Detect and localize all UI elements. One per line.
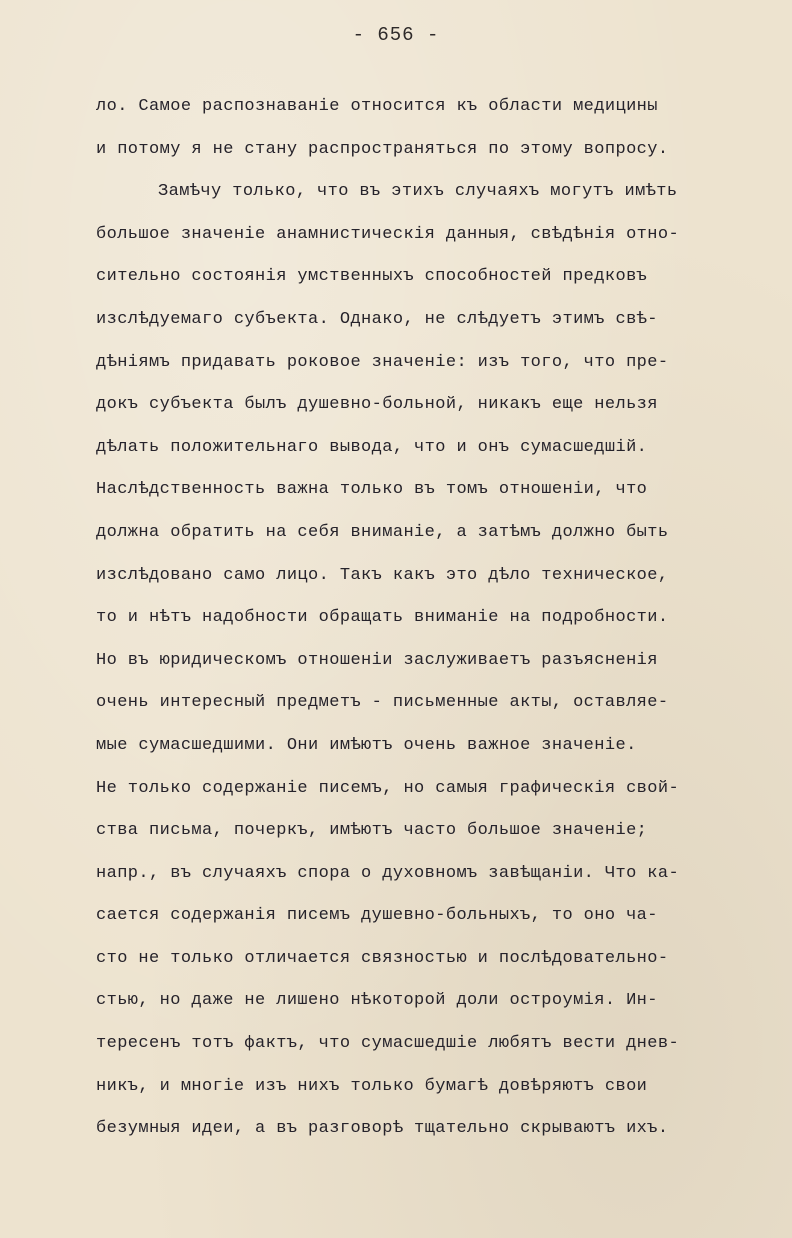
text-line: мые сумасшедшими. Они имѣютъ очень важное значеніе. (96, 735, 637, 755)
text-line: стью, но даже не лишено нѣкоторой доли остроумія. Ин- (96, 991, 658, 1011)
text-line: сительно состоянія умственныхъ способностей предковъ (96, 267, 648, 287)
text-line: ства письма, почеркъ, имѣютъ часто большое значеніе; (96, 821, 648, 841)
text-line: напр., въ случаяхъ спора о духовномъ завѣщаніи. Что ка- (96, 863, 680, 883)
text-line: очень интересный предметъ - письменные акты, оставляе- (96, 693, 669, 713)
text-line: большое значеніе анамнистическія данныя, свѣдѣнія отно- (96, 224, 680, 244)
text-line: Но въ юридическомъ отношеніи заслуживаетъ разъясненія (96, 650, 658, 670)
text-line: ло. Самое распознаваніе относится къ области медицины (96, 97, 658, 116)
body-text (96, 86, 786, 1151)
text-line: должна обратить на себя вниманіе, а затѣмъ должно быть (96, 522, 669, 542)
text-line: Замѣчу только, что въ этихъ случаяхъ могутъ имѣть (158, 182, 678, 202)
text-line: тересенъ тотъ фактъ, что сумасшедшіе любятъ вести днев- (96, 1034, 680, 1054)
text-line: и потому я не стану распространяться по этому вопросу. (96, 139, 669, 159)
text-line: безумныя идеи, а въ разговорѣ тщательно скрываютъ ихъ. (96, 1119, 669, 1139)
page-number: - 656 - (352, 24, 440, 46)
text-line: докъ субъекта былъ душевно-больной, никакъ еще нельзя (96, 395, 658, 415)
text-line: дѣніямъ придавать роковое значеніе: изъ того, что пре- (96, 352, 669, 372)
text-line: сается содержанія писемъ душевно-больныхъ, то оно ча- (96, 906, 658, 926)
text-line: никъ, и многіе изъ нихъ только бумагѣ довѣряютъ свои (96, 1076, 648, 1096)
text-line: Не только содержаніе писемъ, но самыя графическія свой- (96, 778, 680, 798)
text-line: изслѣдуемаго субъекта. Однако, не слѣдуетъ этимъ свѣ- (96, 309, 658, 329)
text-line: сто не только отличается связностью и послѣдовательно- (96, 948, 669, 968)
text-line: дѣлать положительнаго вывода, что и онъ сумасшедшій. (96, 437, 648, 457)
text-line: изслѣдовано само лицо. Такъ какъ это дѣло техническое, (96, 565, 669, 585)
text-line: Наслѣдственность важна только въ томъ отношеніи, что (96, 480, 648, 500)
text-line: то и нѣтъ надобности обращать вниманіе на подробности. (96, 608, 669, 628)
